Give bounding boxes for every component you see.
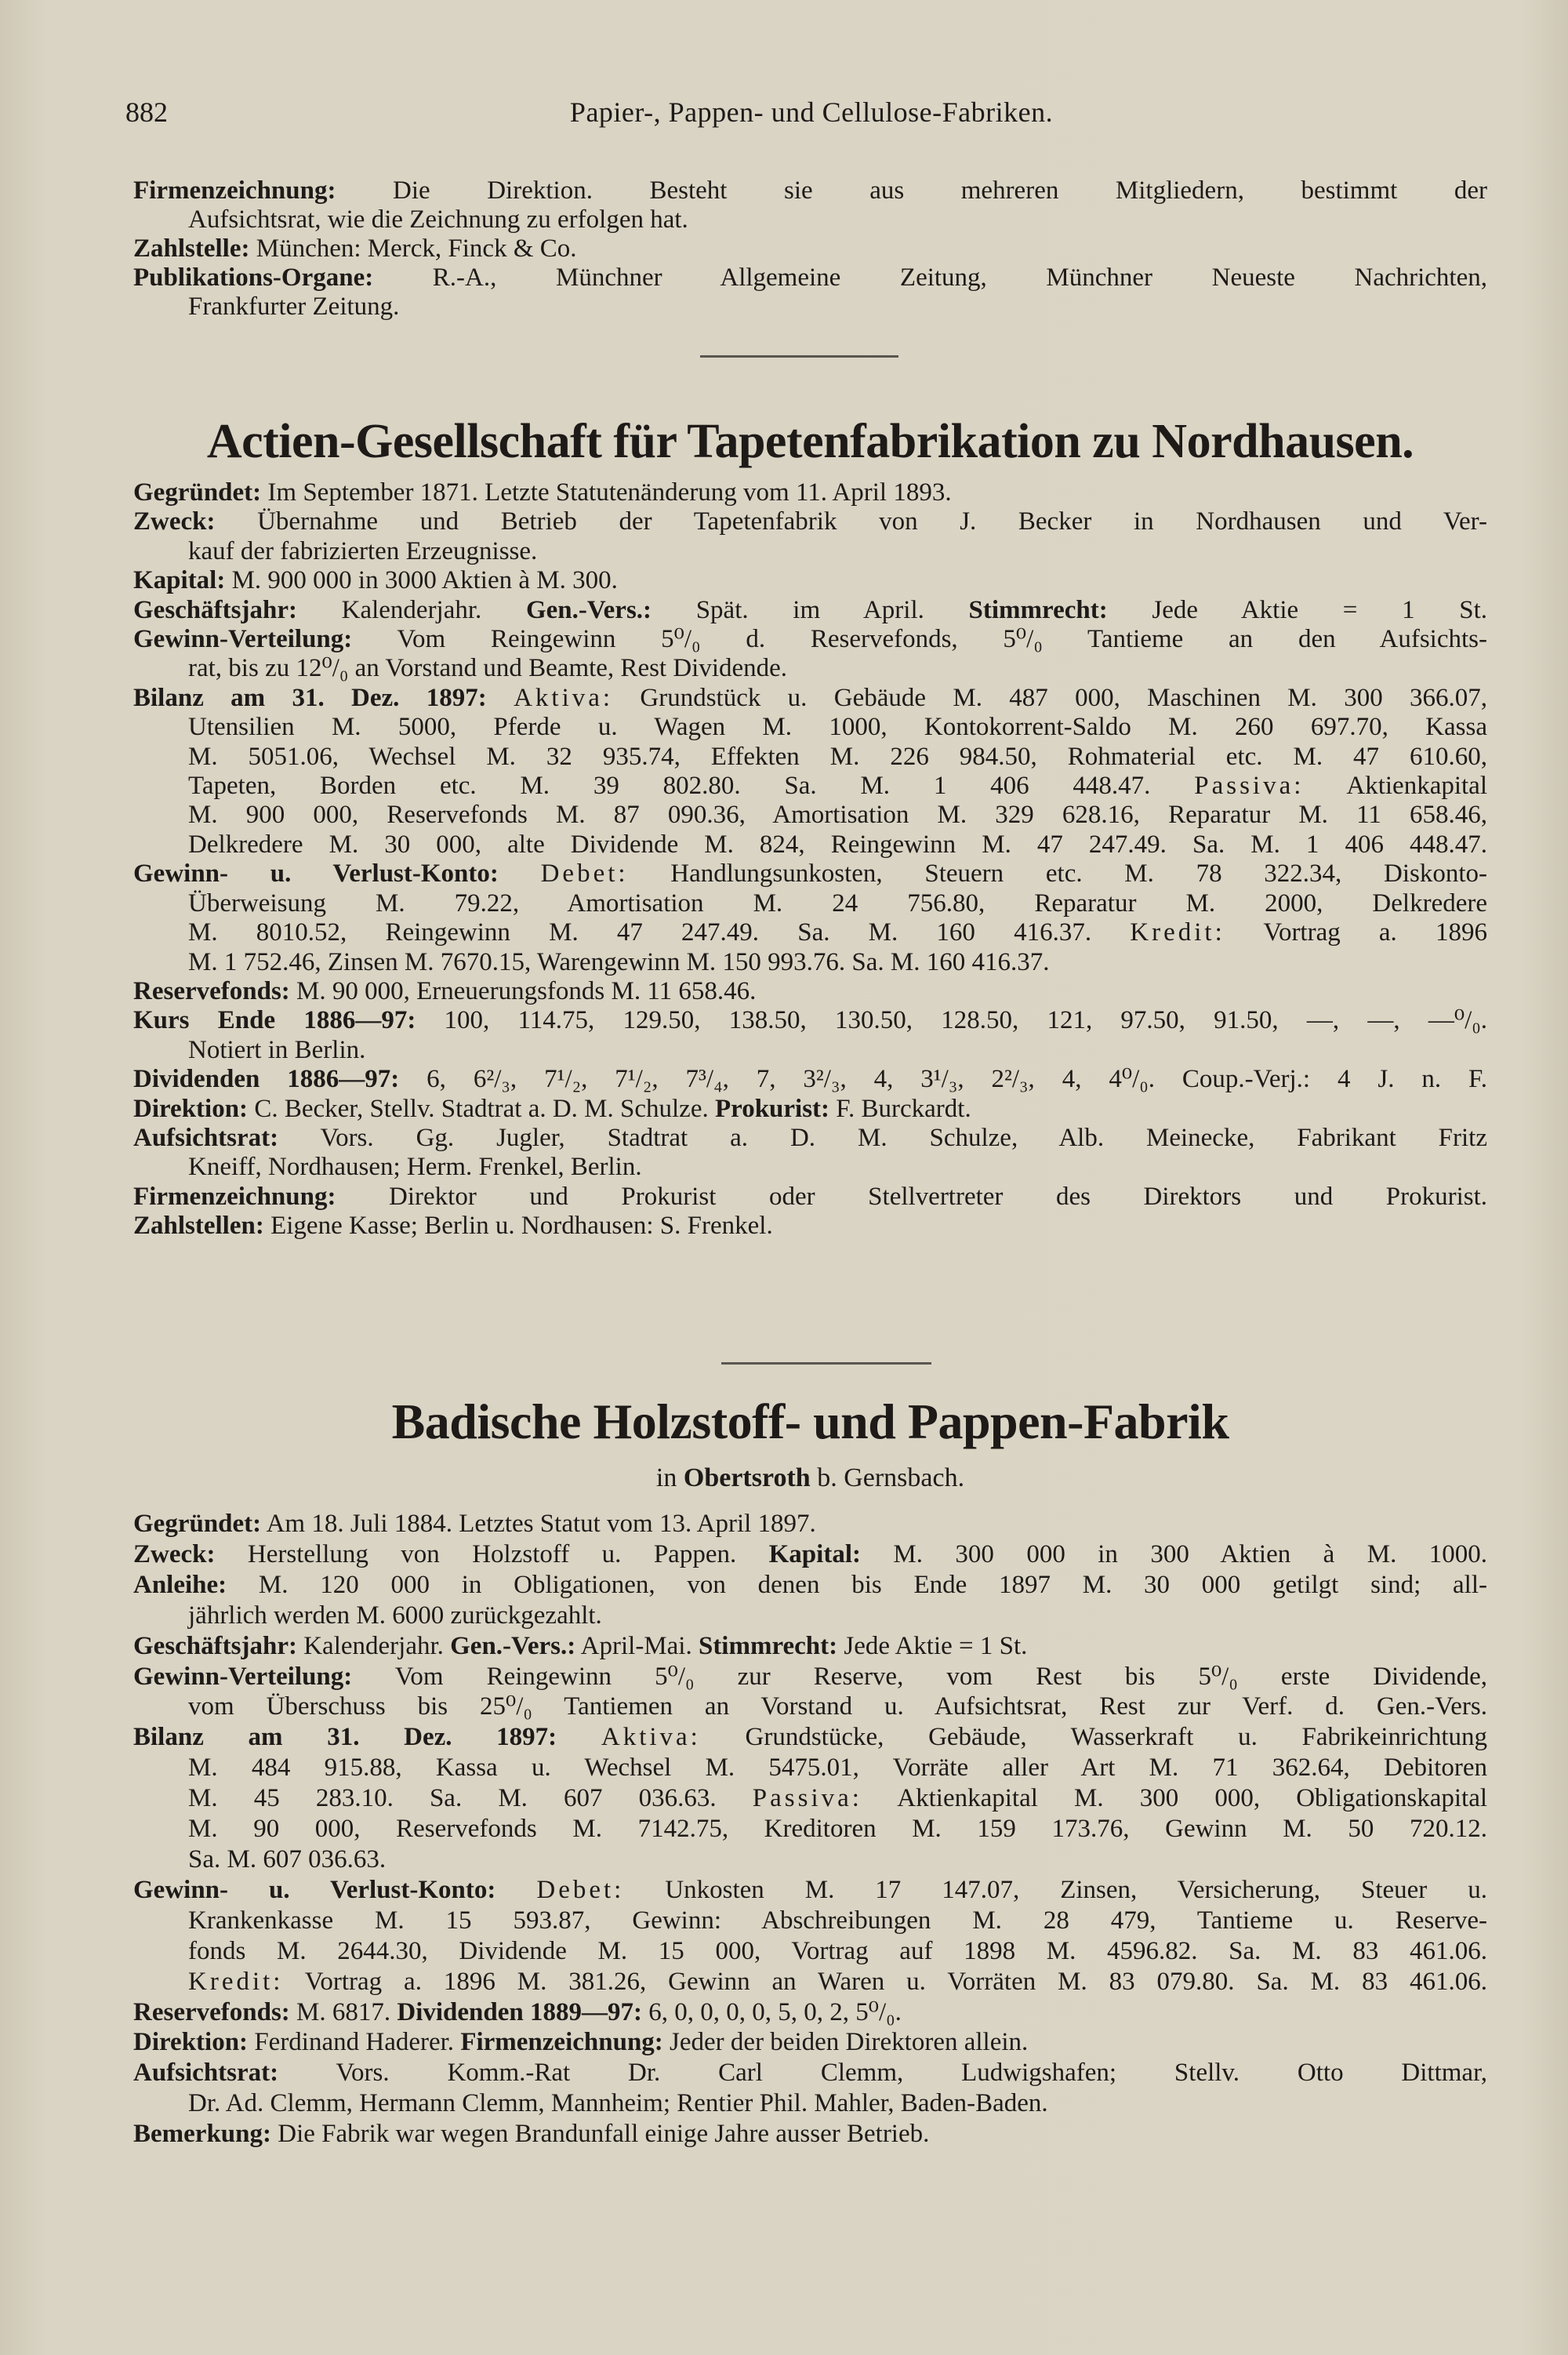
- field-label: Bemerkung:: [133, 2120, 271, 2149]
- text-line: [133, 596, 1487, 625]
- field-text: 6, 6²/₃, 7¹/₂, 7¹/₂, 7³/₄, 7, 3²/₃, 4, 3¹/₃, 2²/₃, 4, 4⁰/₀. Coup.-Verj.: 4 J. n. F.: [399, 1065, 1487, 1094]
- text-line: [133, 889, 1487, 918]
- field-text: M. 300 000 in 300 Aktien à M. 1000.: [860, 1539, 1487, 1568]
- company-title-nordhausen: Actien-Gesellschaft für Tapetenfabrikation zu Nordhausen.: [206, 415, 1414, 468]
- text-line: [133, 1967, 1487, 1997]
- spaced-label: Debet:: [540, 860, 629, 889]
- field-label: Gewinn-Verteilung:: [133, 625, 353, 654]
- field-text: Utensilien M. 5000, Pferde u. Wagen M. 1000, Kontokorrent-Saldo M. 260 697.70, Kassa: [188, 713, 1487, 742]
- text-line: [133, 1509, 1487, 1539]
- spaced-label: Kredit:: [188, 1967, 284, 1996]
- field-label: Zweck:: [133, 507, 216, 536]
- text-line: [133, 234, 1487, 263]
- text-line: [133, 2088, 1487, 2119]
- location-prefix: in: [655, 1463, 684, 1492]
- field-label: Dividenden 1889—97:: [397, 1997, 643, 2026]
- field-text: Handlungsunkosten, Steuern etc. M. 78 322.34, Diskonto-: [628, 860, 1488, 889]
- field-text: Aufsichtsrat, wie die Zeichnung zu erfolgen hat.: [188, 205, 688, 234]
- company-entry-nordhausen: [133, 478, 1487, 1241]
- field-label: Firmenzeichnung:: [133, 176, 336, 205]
- text-line: [133, 772, 1487, 801]
- field-text: Aktienkapital: [1304, 772, 1487, 801]
- text-line: [133, 1936, 1487, 1967]
- text-line: [133, 654, 1487, 683]
- field-text: Grundstück u. Gebäude M. 487 000, Maschinen M. 300 366.07,: [613, 683, 1488, 712]
- text-line: [133, 1875, 1487, 1906]
- field-label: Bilanz am 31. Dez. 1897:: [133, 683, 487, 712]
- field-text: Jede Aktie = 1 St.: [837, 1631, 1028, 1660]
- entry: [133, 1124, 1487, 1183]
- field-label: Publikations-Organe:: [133, 263, 374, 292]
- entry: [133, 1997, 1487, 2028]
- field-label: Direktion:: [133, 2028, 249, 2057]
- field-label: Gewinn- u. Verlust-Konto:: [133, 860, 499, 889]
- text-line: [133, 537, 1487, 566]
- field-text: Die Direktion. Besteht sie aus mehreren Mitgliedern, bestimmt der: [336, 176, 1487, 205]
- field-text: F. Burckardt.: [829, 1094, 971, 1123]
- text-line: [133, 1631, 1487, 1662]
- field-text: Vom Reingewinn 5⁰/₀ d. Reservefonds, 5⁰/₀ Tantieme an den Aufsichts-: [352, 625, 1487, 654]
- text-line: [133, 205, 1487, 234]
- field-text: fonds M. 2644.30, Dividende M. 15 000, Vortrag auf 1898 M. 4596.82. Sa. M. 83 461.06.: [188, 1936, 1487, 1965]
- location-suffix: b. Gernsbach.: [810, 1463, 965, 1492]
- text-line: [133, 860, 1487, 889]
- field-text: Vortrag a. 1896 M. 381.26, Gewinn an Waren u. Vorräten M. 83 079.80. Sa. M. 83 461.06.: [283, 1967, 1487, 1996]
- spaced-label: Passiva:: [752, 1784, 862, 1813]
- field-text: Kalenderjahr.: [296, 1631, 451, 1660]
- text-line: [133, 1753, 1487, 1783]
- field-label: Gegründet:: [133, 478, 262, 507]
- field-text: Vors. Gg. Jugler, Stadtrat a. D. M. Schulze, Alb. Meinecke, Fabrikant Fritz: [278, 1123, 1487, 1152]
- entry: [133, 263, 1487, 322]
- field-text: Grundstücke, Gebäude, Wasserkraft u. Fabrikeinrichtung: [700, 1723, 1488, 1752]
- field-text: Vom Reingewinn 5⁰/₀ zur Reserve, vom Rest bis 5⁰/₀ erste Dividende,: [352, 1662, 1487, 1691]
- field-label: Zahlstellen:: [133, 1212, 264, 1241]
- field-label: Prokurist:: [714, 1094, 830, 1123]
- field-text: [487, 684, 514, 712]
- text-line: [133, 2119, 1487, 2150]
- field-label: Stimmrecht:: [968, 595, 1108, 624]
- field-text: M. 90 000, Reservefonds M. 7142.75, Kreditoren M. 159 173.76, Gewinn M. 50 720.12.: [188, 1815, 1487, 1844]
- text-line: [133, 263, 1487, 293]
- entry: [133, 860, 1487, 977]
- company-location: [133, 1463, 1487, 1493]
- field-label: Gen.-Vers.:: [450, 1631, 576, 1660]
- running-title: Papier-, Pappen- und Cellulose-Fabriken.: [569, 96, 1054, 128]
- entry: [133, 507, 1487, 566]
- field-label: Zahlstelle:: [133, 234, 250, 263]
- section-divider: [700, 355, 898, 358]
- entry: [133, 2027, 1487, 2058]
- entry: [133, 1662, 1487, 1723]
- field-text: M. 90 000, Erneuerungsfonds M. 11 658.46.: [289, 976, 757, 1005]
- field-text: M. 45 283.10. Sa. M. 607 036.63.: [188, 1784, 753, 1813]
- field-text: Spät. im April.: [652, 595, 969, 624]
- field-text: Frankfurter Zeitung.: [188, 293, 400, 321]
- entry: [133, 1570, 1487, 1631]
- field-text: M. 900 000, Reservefonds M. 87 090.36, Amortisation M. 329 628.16, Reparatur M. 11 658.46,: [188, 801, 1487, 830]
- field-label: Kapital:: [133, 566, 226, 595]
- text-line: [133, 1036, 1487, 1065]
- field-label: Firmenzeichnung:: [460, 2028, 663, 2057]
- field-text: M. 120 000 in Obligationen, von denen bis Ende 1897 M. 30 000 getilgt sind; all-: [227, 1570, 1487, 1599]
- field-text: jährlich werden M. 6000 zurückgezahlt.: [188, 1601, 602, 1630]
- entry: [133, 1212, 1487, 1241]
- field-label: Kapital:: [768, 1539, 861, 1568]
- field-text: Jeder der beiden Direktoren allein.: [662, 2028, 1029, 2057]
- entry: [133, 1065, 1487, 1094]
- field-text: Direktor und Prokurist oder Stellvertreter des Direktors und Prokurist.: [336, 1182, 1487, 1211]
- field-text: München: Merck, Finck & Co.: [249, 234, 577, 263]
- page-number: 882: [125, 96, 168, 128]
- text-line: [133, 1692, 1487, 1722]
- text-line: [133, 1183, 1487, 1212]
- text-line: [133, 977, 1487, 1006]
- field-text: M. 6817.: [289, 1997, 397, 2026]
- field-text: M. 484 915.88, Kassa u. Wechsel M. 5475.01, Vorräte aller Art M. 71 362.64, Debitoren: [188, 1754, 1487, 1783]
- company-title-badische: Badische Holzstoff- und Pappen-Fabrik: [391, 1394, 1229, 1449]
- spaced-label: Debet:: [536, 1875, 625, 1904]
- text-line: [133, 743, 1487, 772]
- text-line: [133, 293, 1487, 322]
- entry: [133, 1722, 1487, 1875]
- text-line: [133, 2058, 1487, 2088]
- field-text: Kalenderjahr.: [296, 595, 526, 624]
- field-text: M. 5051.06, Wechsel M. 32 935.74, Effekten M. 226 984.50, Rohmaterial etc. M. 47 610.60,: [188, 742, 1487, 771]
- text-line: [133, 1844, 1487, 1875]
- text-line: [133, 566, 1487, 595]
- field-text: vom Überschuss bis 25⁰/₀ Tantiemen an Vorstand u. Aufsichtsrat, Rest zur Verf. d. Gen.-Vers.: [188, 1692, 1487, 1721]
- text-line: [133, 1722, 1487, 1753]
- entry: [133, 234, 1487, 263]
- field-text: Herstellung von Holzstoff u. Pappen.: [215, 1539, 769, 1568]
- field-label: Reservefonds:: [133, 976, 290, 1005]
- field-text: April-Mai.: [575, 1631, 699, 1660]
- text-line: [133, 176, 1487, 205]
- field-text: [499, 860, 541, 888]
- text-line: [133, 478, 1487, 507]
- field-label: Aufsichtsrat:: [133, 2059, 279, 2088]
- field-label: Gegründet:: [133, 1510, 262, 1538]
- field-text: Delkredere M. 30 000, alte Dividende M. 824, Reingewinn M. 47 247.49. Sa. M. 1 406 448.47.: [188, 830, 1487, 859]
- field-label: Geschäftsjahr:: [133, 1631, 297, 1660]
- field-text: [495, 1876, 536, 1904]
- entry: [133, 1631, 1487, 1662]
- text-line: [133, 625, 1487, 654]
- text-line: [133, 1065, 1487, 1094]
- field-text: M. 8010.52, Reingewinn M. 47 247.49. Sa. M. 160 416.37.: [188, 918, 1131, 947]
- field-label: Gewinn-Verteilung:: [133, 1662, 353, 1691]
- text-line: [133, 1153, 1487, 1182]
- field-label: Direktion:: [133, 1094, 249, 1123]
- company-entry-badische: [133, 1509, 1487, 2150]
- field-text: Jede Aktie = 1 St.: [1107, 595, 1488, 624]
- text-line: [133, 1124, 1487, 1153]
- spaced-label: Aktiva:: [601, 1723, 701, 1752]
- field-label: Geschäftsjahr:: [133, 595, 297, 624]
- field-text: Dr. Ad. Clemm, Hermann Clemm, Mannheim; Rentier Phil. Mahler, Baden-Baden.: [188, 2089, 1048, 2118]
- location-place: Obertsroth: [683, 1463, 811, 1492]
- field-text: Tapeten, Borden etc. M. 39 802.80. Sa. M. 1 406 448.47.: [188, 772, 1195, 801]
- text-line: [133, 1814, 1487, 1844]
- previous-company-tail: [133, 176, 1487, 322]
- entry: [133, 1509, 1487, 1539]
- text-line: [133, 1539, 1487, 1570]
- spaced-label: Passiva:: [1194, 772, 1305, 801]
- field-text: Ferdinand Haderer.: [248, 2028, 461, 2057]
- entry: [133, 1183, 1487, 1212]
- text-line: [133, 684, 1487, 713]
- entry: [133, 2058, 1487, 2119]
- field-text: Überweisung M. 79.22, Amortisation M. 24 756.80, Reparatur M. 2000, Delkredere: [188, 889, 1487, 918]
- text-line: [133, 948, 1487, 977]
- section-divider: [721, 1362, 931, 1365]
- field-label: Bilanz am 31. Dez. 1897:: [133, 1723, 557, 1752]
- entry: [133, 1095, 1487, 1124]
- field-text: Krankenkasse M. 15 593.87, Gewinn: Abschreibungen M. 28 479, Tantieme u. Reserve-: [188, 1906, 1487, 1935]
- text-line: [133, 1662, 1487, 1692]
- entry: [133, 1875, 1487, 1997]
- entry: [133, 596, 1487, 625]
- field-label: Reservefonds:: [133, 1997, 290, 2026]
- entry: [133, 1539, 1487, 1570]
- field-text: Vors. Komm.-Rat Dr. Carl Clemm, Ludwigshafen; Stellv. Otto Dittmar,: [278, 2059, 1487, 2088]
- text-line: [133, 2027, 1487, 2058]
- field-label: Gen.-Vers.:: [525, 595, 652, 624]
- text-line: [133, 801, 1487, 830]
- text-line: [133, 1212, 1487, 1241]
- text-line: [133, 830, 1487, 860]
- field-text: kauf der fabrizierten Erzeugnisse.: [188, 536, 538, 565]
- text-line: [133, 507, 1487, 536]
- field-text: Notiert in Berlin.: [188, 1035, 366, 1064]
- field-text: 6, 0, 0, 0, 0, 5, 0, 2, 5⁰/₀.: [642, 1997, 902, 2026]
- field-text: rat, bis zu 12⁰/₀ an Vorstand und Beamte, Rest Dividende.: [188, 654, 788, 683]
- field-label: Zweck:: [133, 1539, 216, 1568]
- field-text: Sa. M. 607 036.63.: [188, 1844, 387, 1873]
- field-text: M. 1 752.46, Zinsen M. 7670.15, Warengewinn M. 150 993.76. Sa. M. 160 416.37.: [188, 947, 1050, 976]
- text-line: [133, 1783, 1487, 1814]
- text-line: [133, 713, 1487, 742]
- field-text: C. Becker, Stellv. Stadtrat a. D. M. Schulze.: [248, 1094, 715, 1123]
- field-text: Kneiff, Nordhausen; Herm. Frenkel, Berlin.: [188, 1153, 642, 1182]
- text-line: [133, 1006, 1487, 1035]
- field-text: Vortrag a. 1896: [1225, 918, 1487, 947]
- text-line: [133, 1570, 1487, 1601]
- spaced-label: Kredit:: [1130, 918, 1225, 947]
- entry: [133, 478, 1487, 507]
- field-label: Anleihe:: [133, 1570, 227, 1599]
- field-text: Im September 1871. Letzte Statutenänderung vom 11. April 1893.: [261, 478, 952, 507]
- entry: [133, 1006, 1487, 1065]
- text-line: [133, 1997, 1487, 2028]
- spaced-label: Aktiva:: [514, 683, 614, 712]
- field-label: Aufsichtsrat:: [133, 1123, 279, 1152]
- field-text: R.-A., Münchner Allgemeine Zeitung, Münchner Neueste Nachrichten,: [373, 263, 1487, 292]
- field-text: Am 18. Juli 1884. Letztes Statut vom 13. April 1897.: [261, 1510, 816, 1538]
- entry: [133, 176, 1487, 234]
- field-text: Eigene Kasse; Berlin u. Nordhausen: S. Frenkel.: [263, 1212, 773, 1241]
- text-line: [133, 1601, 1487, 1631]
- field-text: Die Fabrik war wegen Brandunfall einige Jahre ausser Betrieb.: [271, 2120, 930, 2149]
- text-line: [133, 1095, 1487, 1124]
- field-text: 100, 114.75, 129.50, 138.50, 130.50, 128.50, 121, 97.50, 91.50, —, —, —⁰/₀.: [416, 1006, 1487, 1035]
- field-text: Unkosten M. 17 147.07, Zinsen, Versicherung, Steuer u.: [624, 1875, 1487, 1904]
- field-label: Dividenden 1886—97:: [133, 1065, 400, 1094]
- field-text: M. 900 000 in 3000 Aktien à M. 300.: [225, 566, 618, 595]
- field-label: Stimmrecht:: [698, 1631, 838, 1660]
- text-line: [133, 918, 1487, 947]
- field-label: Gewinn- u. Verlust-Konto:: [133, 1875, 496, 1904]
- field-text: Übernahme und Betrieb der Tapetenfabrik von J. Becker in Nordhausen und Ver-: [215, 507, 1487, 536]
- entry: [133, 566, 1487, 595]
- entry: [133, 684, 1487, 860]
- entry: [133, 2119, 1487, 2150]
- field-label: Firmenzeichnung:: [133, 1182, 336, 1211]
- entry: [133, 625, 1487, 684]
- field-text: [557, 1723, 601, 1751]
- field-text: Aktienkapital M. 300 000, Obligationskapital: [862, 1784, 1488, 1813]
- entry: [133, 977, 1487, 1006]
- text-line: [133, 1906, 1487, 1936]
- field-label: Kurs Ende 1886—97:: [133, 1006, 416, 1035]
